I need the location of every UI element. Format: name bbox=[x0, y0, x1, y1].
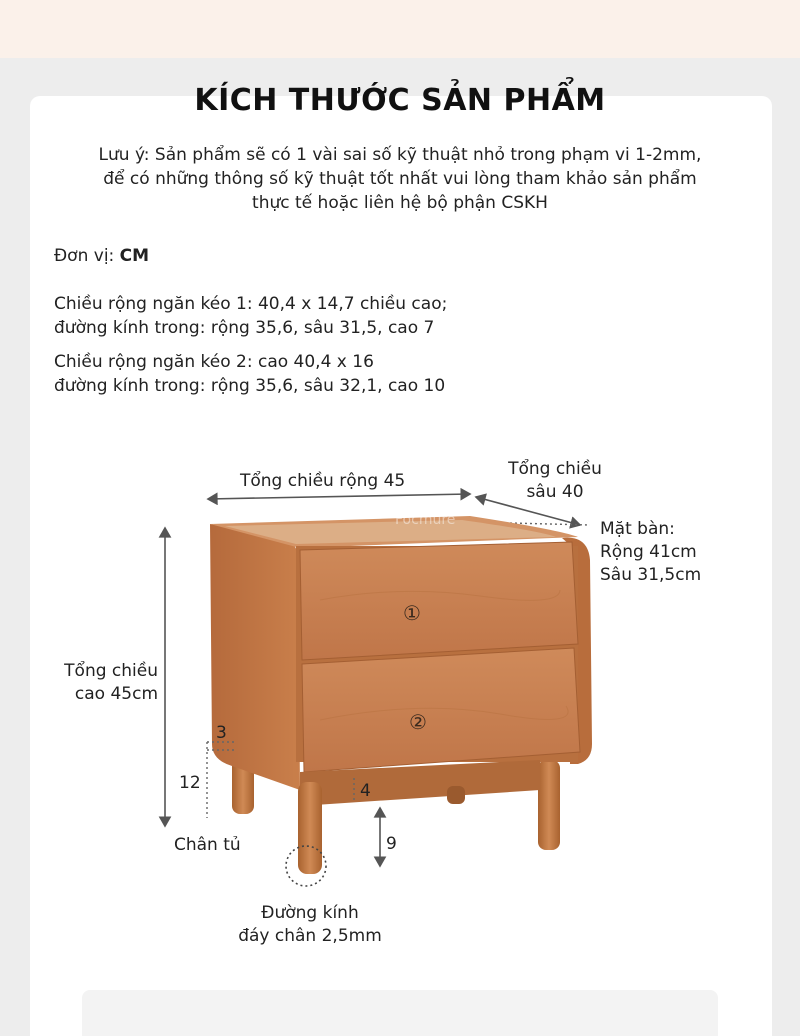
note-line-1: Lưu ý: Sản phẩm sẽ có 1 vài sai số kỹ thuật nhỏ trong phạm vi 1-2mm, bbox=[98, 145, 702, 165]
page-title: KÍCH THƯỚC SẢN PHẨM bbox=[194, 83, 606, 118]
drawer-1-spec bbox=[54, 292, 447, 340]
total-height-line-2: cao 45cm bbox=[74, 684, 158, 704]
drawer-2-line-2: đường kính trong: rộng 35,6, sâu 32,1, cao 10 bbox=[54, 376, 446, 396]
back-right-leg bbox=[538, 760, 560, 850]
watermark: Focmure bbox=[395, 512, 456, 528]
tabletop-line-3: Sâu 31,5cm bbox=[600, 565, 702, 585]
foot-diameter-label bbox=[220, 902, 400, 948]
tabletop-line-2: Rộng 41cm bbox=[600, 542, 697, 562]
total-depth-line-1: Tổng chiều bbox=[508, 459, 602, 479]
dim-4-label: 4 bbox=[360, 781, 371, 801]
tabletop-line-1: Mặt bàn: bbox=[600, 519, 675, 539]
drawer-2-number: ② bbox=[409, 710, 427, 734]
next-section-box bbox=[82, 990, 718, 1036]
drawer-2-spec bbox=[54, 350, 445, 398]
note-line-2: để có những thông số kỹ thuật tốt nhất vui lòng tham khảo sản phẩm bbox=[103, 169, 697, 189]
dimension-diagram bbox=[0, 440, 800, 960]
unit-line bbox=[54, 244, 149, 268]
total-depth-label bbox=[500, 458, 610, 504]
drawer-2-front bbox=[302, 648, 580, 772]
dim-9-label: 9 bbox=[386, 834, 397, 854]
foot-diameter-line-1: Đường kính bbox=[261, 903, 359, 923]
front-mid-leg bbox=[447, 786, 465, 804]
unit-label: Đơn vị: bbox=[54, 246, 120, 266]
drawer-1-line-1: Chiều rộng ngăn kéo 1: 40,4 x 14,7 chiều cao; bbox=[54, 294, 448, 314]
note-text bbox=[60, 143, 740, 215]
drawer-1-number: ① bbox=[403, 601, 421, 625]
drawer-2-line-1: Chiều rộng ngăn kéo 2: cao 40,4 x 16 bbox=[54, 352, 374, 372]
foot-diameter-line-2: đáy chân 2,5mm bbox=[238, 926, 382, 946]
leg-label: Chân tủ bbox=[174, 835, 241, 855]
top-band bbox=[0, 0, 800, 58]
drawer-1-line-2: đường kính trong: rộng 35,6, sâu 31,5, cao 7 bbox=[54, 318, 435, 338]
tabletop-label bbox=[600, 518, 701, 587]
total-height-label bbox=[40, 660, 158, 706]
width-arrow bbox=[208, 494, 470, 499]
unit-value: CM bbox=[119, 246, 150, 266]
note-line-3: thực tế hoặc liên hệ bộ phận CSKH bbox=[252, 193, 548, 213]
total-height-line-1: Tổng chiều bbox=[64, 661, 158, 681]
dim-12-label: 12 bbox=[179, 773, 201, 793]
total-width-label: Tổng chiều rộng 45 bbox=[240, 471, 406, 491]
front-left-leg bbox=[298, 782, 322, 874]
drawer-1-front bbox=[300, 542, 578, 660]
dim-3-label: 3 bbox=[216, 723, 227, 743]
total-depth-line-2: sâu 40 bbox=[526, 482, 584, 502]
